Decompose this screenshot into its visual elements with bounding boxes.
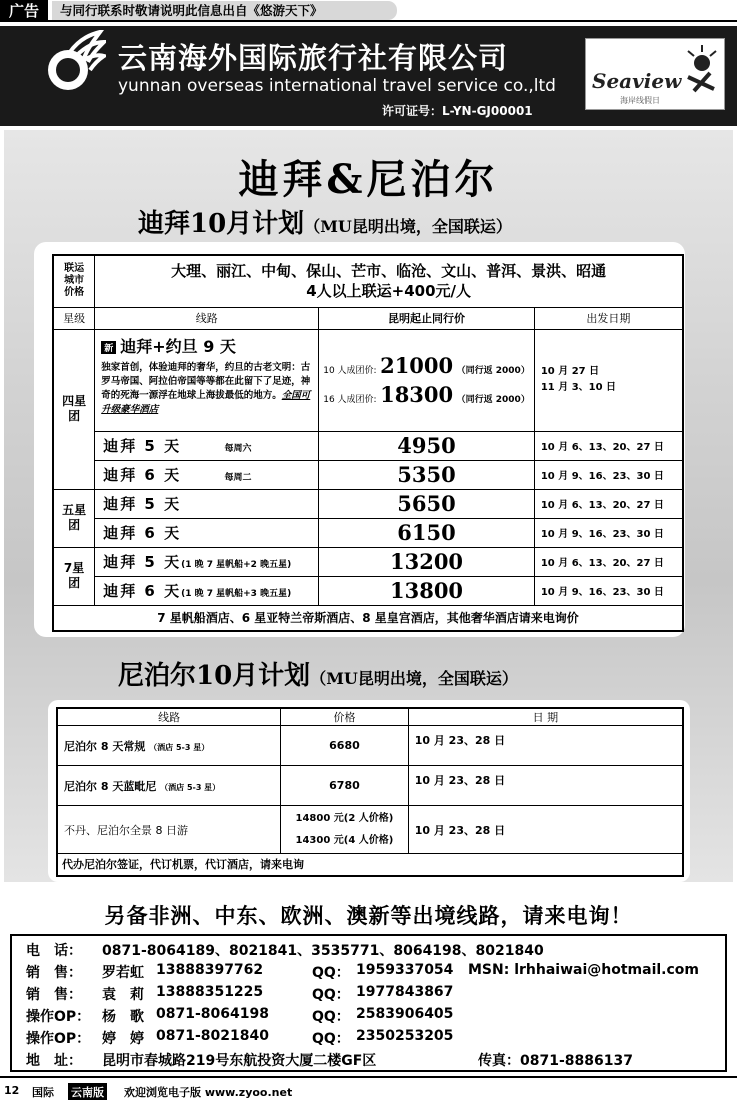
section-name: 国际 (32, 1086, 54, 1099)
price-cell: 14800 元(2 人价格) 14300 元(4 人价格) (281, 806, 409, 854)
grade-seven-star: 7星团 (53, 547, 95, 605)
special-desc-text: 独家首创，体验迪拜的奢华，约旦的古老文明：古罗马帝国、阿拉伯帝国等等都在此留下了足迹，神奇的死海一源浮在地球上海拔最低的地方。 (101, 361, 311, 401)
contact-box (10, 934, 727, 1072)
header-price: 昆明起止同行价 (319, 307, 535, 329)
connect-price: 4人以上联运+400元/人 (306, 282, 471, 301)
route-cell: 尼泊尔 8 天蓝毗尼 （酒店 5-3 星） (57, 766, 281, 806)
company-header (0, 26, 737, 126)
table-row (53, 489, 683, 518)
price-cell: 5650 (319, 489, 535, 518)
price-cell: 4950 (319, 431, 535, 460)
price-cell: 13800 (319, 576, 535, 605)
table-row (53, 576, 683, 605)
page-number: 12 (4, 1084, 20, 1097)
connect-info (95, 255, 683, 307)
website-slogan: 欢迎浏览电子版 www.zyoo.net (124, 1086, 293, 1099)
publication-badge: 云南版 (68, 1083, 107, 1100)
dubai-plan-note: （MU昆明出境，全国联运） (304, 217, 512, 236)
nepal-plan-note: （MU昆明出境，全国联运） (310, 669, 518, 688)
nepal-plan-title (118, 655, 518, 692)
route-cell: 迪拜 6 天 (95, 518, 319, 547)
contact-row: 销 售： 罗若虹 13888397762 QQ： 1959337054 MSN: lrhhaiwai@hotmail.com (26, 962, 699, 981)
license-number: 许可证号：L-YN-GJ00001 (382, 104, 533, 118)
date-cell: 10 月 6、13、20、27 日 (534, 547, 683, 576)
table-row (53, 518, 683, 547)
price-cell: 5350 (319, 460, 535, 489)
header-date: 出发日期 (534, 307, 683, 329)
partner-name: Seaview (592, 69, 682, 93)
date-cell: 10 月 23、28 日 (408, 766, 683, 806)
top-bar (0, 0, 737, 22)
special-price-16: 16 人成团价: 18300 （同行返 2000） (323, 382, 530, 407)
route-cell: 迪拜 6 天 每周二 (95, 460, 319, 489)
date-cell: 10 月 6、13、20、27 日 (534, 431, 683, 460)
special-price (319, 329, 535, 431)
connect-label: 联运城市价格 (53, 255, 95, 307)
msn-contact: MSN: lrhhaiwai@hotmail.com (468, 962, 699, 978)
nepal-price-table (56, 707, 684, 877)
dubai-plan-title-text: 迪拜10月计划 (138, 209, 305, 239)
table-row (53, 460, 683, 489)
table-row (53, 547, 683, 576)
dubai-plan-title (138, 203, 512, 240)
date-cell: 10 月 9、16、23、30 日 (534, 518, 683, 547)
table-row (53, 255, 683, 307)
company-logo-icon (40, 30, 106, 96)
contact-address-row: 地 址： 昆明市春城路219号东航投资大厦二楼GF区 传真：0871-8886137 (26, 1050, 725, 1072)
connect-cities: 大理、丽江、中甸、保山、芒市、临沧、文山、普洱、景洪、昭通 (171, 262, 607, 281)
header-price: 价格 (281, 708, 409, 726)
price-cell: 6680 (281, 726, 409, 766)
address: 昆明市春城路219号东航投资大厦二楼GF区 (102, 1053, 377, 1069)
contact-row: 销 售： 袁 莉 13888351225 QQ： 1977843867 (26, 984, 454, 1003)
special-title-line (101, 334, 314, 357)
date-cell: 10 月 23、28 日 (408, 806, 683, 854)
nepal-service-note: 代办尼泊尔签证，代订机票，代订酒店，请来电询 (57, 854, 683, 876)
route-cell: 尼泊尔 8 天常规 （酒店 5-3 星） (57, 726, 281, 766)
special-description (101, 361, 314, 417)
contact-row: 操作OP： 杨 歌 0871-8064198 QQ： 2583906405 (26, 1006, 454, 1025)
phone-numbers: 0871-8064189、8021841、3535771、8064198、8021840 (102, 943, 544, 959)
tagline: 另备非洲、中东、欧洲、澳新等出境线路，请来电询！ (104, 904, 633, 928)
table-row (57, 726, 683, 766)
header-date: 日 期 (408, 708, 683, 726)
company-name-en: yunnan overseas international travel service co.,ltd (118, 76, 556, 96)
table-row (57, 766, 683, 806)
contact-row: 操作OP： 婷 婷 0871-8021840 QQ： 2350253205 (26, 1028, 454, 1047)
price-cell: 13200 (319, 547, 535, 576)
header-route: 线路 (95, 307, 319, 329)
source-notice: 与同行联系时敬请说明此信息出自《悠游天下》 (52, 1, 397, 20)
route-cell: 迪拜 5 天(1 晚 7 星帆船+2 晚五星) (95, 547, 319, 576)
main-title: 迪拜&尼泊尔 (238, 156, 499, 203)
route-cell: 不丹、尼泊尔全景 8 日游 (57, 806, 281, 854)
special-price-10: 10 人成团价: 21000 （同行返 2000） (323, 353, 530, 378)
table-row (57, 806, 683, 854)
nepal-plan-title-text: 尼泊尔10月计划 (118, 661, 311, 691)
route-cell: 迪拜 5 天 每周六 (95, 431, 319, 460)
page-footer (0, 1076, 737, 1100)
contact-phone-row: 电 话： 0871-8064189、8021841、3535771、8064198、8021840 (26, 940, 725, 962)
grade-four-star: 四星团 (53, 329, 95, 489)
table-header-row (57, 708, 683, 726)
new-badge: 新 (101, 341, 116, 354)
date-cell: 10 月 23、28 日 (408, 726, 683, 766)
company-name-cn: 云南海外国际旅行社有限公司 (118, 41, 509, 75)
special-dates: 10 月 27 日 11 月 3、10 日 (534, 329, 683, 431)
table-header-row (53, 307, 683, 329)
special-route (95, 329, 319, 431)
table-row (57, 854, 683, 876)
table-row (53, 605, 683, 631)
table-row (53, 329, 683, 431)
special-desc-highlight: 全国可升级豪华酒店 (101, 389, 311, 415)
special-title: 迪拜+约旦 9 天 (120, 336, 236, 356)
eye-logo-icon (684, 43, 720, 93)
hotel-note: 7 星帆船酒店、6 星亚特兰帝斯酒店、8 星皇宫酒店，其他奢华酒店请来电询价 (53, 605, 683, 631)
grade-five-star: 五星团 (53, 489, 95, 547)
header-route: 线路 (57, 708, 281, 726)
route-cell: 迪拜 5 天 (95, 489, 319, 518)
date-cell: 10 月 9、16、23、30 日 (534, 460, 683, 489)
route-cell: 迪拜 6 天(1 晚 7 星帆船+3 晚五星) (95, 576, 319, 605)
date-cell: 10 月 9、16、23、30 日 (534, 576, 683, 605)
header-grade: 星级 (53, 307, 95, 329)
fax: 传真：0871-8886137 (478, 1053, 633, 1069)
date-cell: 10 月 6、13、20、27 日 (534, 489, 683, 518)
dubai-price-table (52, 254, 684, 632)
price-cell: 6150 (319, 518, 535, 547)
partner-subtitle: 海岸线假日 (620, 96, 660, 105)
ad-tag: 广告 (0, 0, 48, 22)
partner-logo (585, 38, 725, 110)
price-cell: 6780 (281, 766, 409, 806)
table-row (53, 431, 683, 460)
